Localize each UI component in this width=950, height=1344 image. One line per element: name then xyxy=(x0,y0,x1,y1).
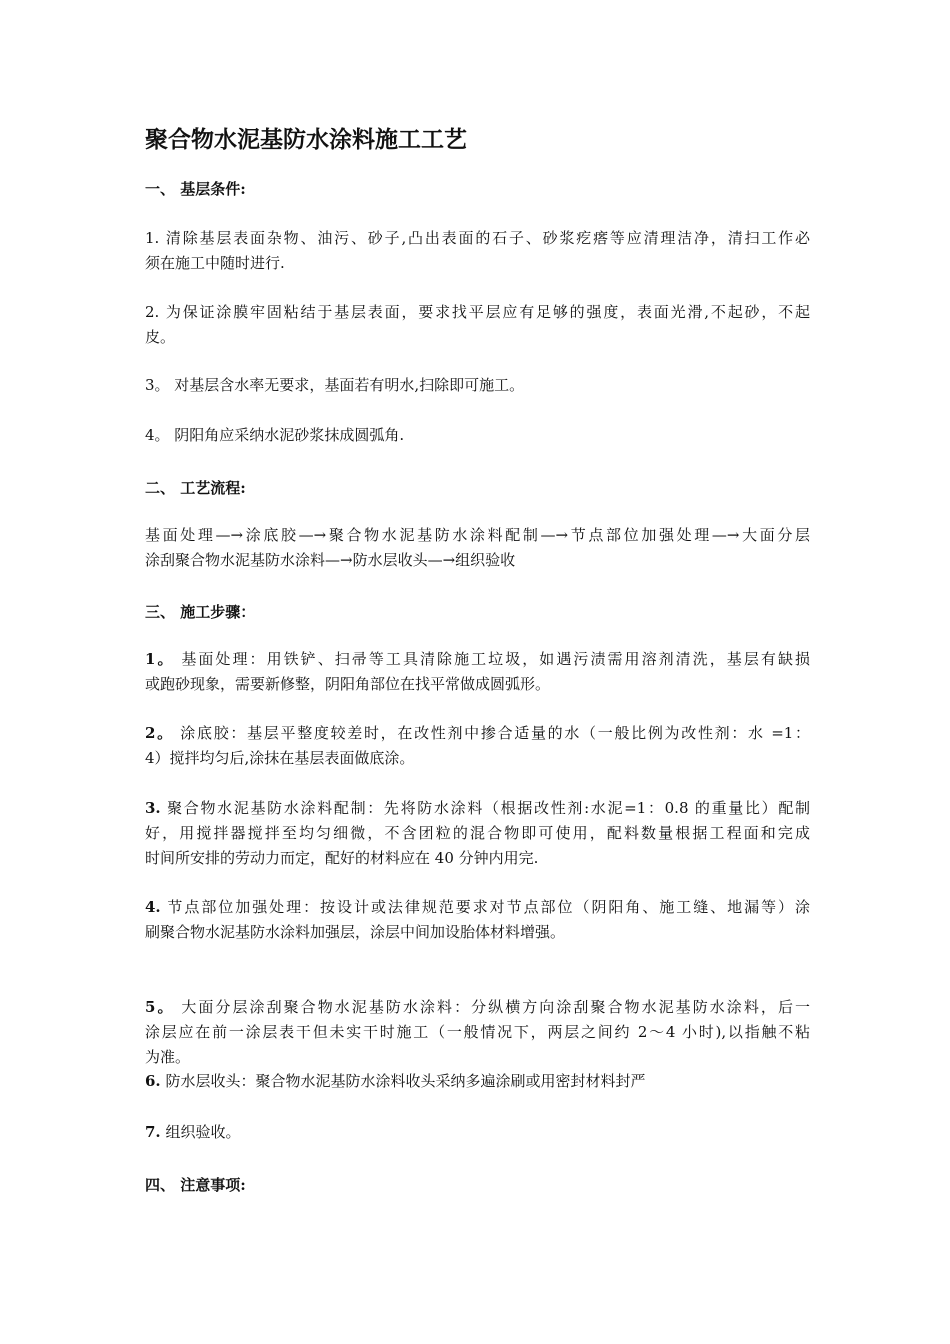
section-heading-1: 一、 基层条件: xyxy=(145,180,246,198)
step-number: 1。 xyxy=(145,650,175,668)
paragraph xyxy=(145,373,810,398)
section-heading-4: 四、 注意事项: xyxy=(145,1176,246,1194)
paragraph xyxy=(145,226,810,276)
paragraph-line: 时间所安排的劳动力而定，配好的材料应在 40 分钟内用完. xyxy=(145,849,539,867)
paragraph-line: 2。 涂底胶：基层平整度较差时，在改性剂中掺合适量的水（一般比例为改性剂：水 =1： xyxy=(145,724,811,742)
paragraph xyxy=(145,995,810,1070)
paragraph xyxy=(145,423,810,448)
paragraph-line: 3。 对基层含水率无要求，基面若有明水,扫除即可施工。 xyxy=(145,376,525,394)
paragraph-line: 刷聚合物水泥基防水涂料加强层，涂层中间加设胎体材料增强。 xyxy=(145,923,566,941)
paragraph xyxy=(145,721,810,771)
step-number: 5。 xyxy=(145,998,175,1016)
paragraph-line: 4）搅拌均匀后,涂抹在基层表面做底涂。 xyxy=(145,749,415,767)
step-number: 6. xyxy=(145,1072,161,1090)
step-number: 7. xyxy=(145,1123,161,1141)
paragraph-line: 1。 基面处理：用铁铲、扫帚等工具清除施工垃圾，如遇污渍需用溶剂清洗，基层有缺损 xyxy=(145,650,810,668)
paragraph-line: 4. 节点部位加强处理：按设计或法律规范要求对节点部位（阴阳角、施工缝、地漏等）涂 xyxy=(145,898,810,916)
paragraph xyxy=(145,1069,810,1094)
paragraph xyxy=(145,647,810,697)
paragraph-line: 好，用搅拌器搅拌至均匀细微，不含团粒的混合物即可使用，配料数量根据工程面和完成 xyxy=(145,824,810,842)
paragraph-line: 皮。 xyxy=(145,328,176,346)
paragraph-line: 7. 组织验收。 xyxy=(145,1123,241,1141)
section-heading-3: 三、 施工步骤： xyxy=(145,603,256,621)
step-number: 2。 xyxy=(145,724,174,742)
paragraph-line: 须在施工中随时进行. xyxy=(145,254,285,272)
paragraph-line: 1. 清除基层表面杂物、油污、砂子,凸出表面的石子、砂浆疙瘩等应清理洁净，清扫工作必 xyxy=(145,229,810,247)
step-number: 3. xyxy=(145,799,161,817)
paragraph-line: 基面处理—→涂底胶—→聚合物水泥基防水涂料配制—→节点部位加强处理—→大面分层 xyxy=(145,526,810,544)
paragraph-line: 涂层应在前一涂层表干但未实干时施工（一般情况下，两层之间约 2～4 小时),以指触不粘 xyxy=(145,1023,810,1041)
paragraph-line: 或跑砂现象，需要新修整，阴阳角部位在找平常做成圆弧形。 xyxy=(145,675,551,693)
paragraph-line: 6. 防水层收头：聚合物水泥基防水涂料收头采纳多遍涂刷或用密封材料封严 xyxy=(145,1072,646,1090)
step-number: 4. xyxy=(145,898,161,916)
section-heading-2: 二、 工艺流程: xyxy=(145,479,246,497)
paragraph xyxy=(145,895,810,945)
paragraph-line: 2. 为保证涂膜牢固粘结于基层表面，要求找平层应有足够的强度，表面光滑,不起砂，不起 xyxy=(145,303,810,321)
paragraph xyxy=(145,523,810,573)
paragraph-line: 5。 大面分层涂刮聚合物水泥基防水涂料：分纵横方向涂刮聚合物水泥基防水涂料，后一 xyxy=(145,998,810,1016)
paragraph xyxy=(145,796,810,871)
paragraph-line: 为准。 xyxy=(145,1048,191,1066)
paragraph xyxy=(145,300,810,350)
paragraph-line: 3. 聚合物水泥基防水涂料配制：先将防水涂料（根据改性剂:水泥=1：0.8 的重量比）配制 xyxy=(145,799,810,817)
paragraph-line: 4。 阴阳角应采纳水泥砂浆抹成圆弧角. xyxy=(145,426,405,444)
document-title: 聚合物水泥基防水涂料施工工艺 xyxy=(145,126,467,153)
paragraph-line: 涂刮聚合物水泥基防水涂料—→防水层收头—→组织验收 xyxy=(145,551,516,569)
paragraph xyxy=(145,1120,810,1145)
